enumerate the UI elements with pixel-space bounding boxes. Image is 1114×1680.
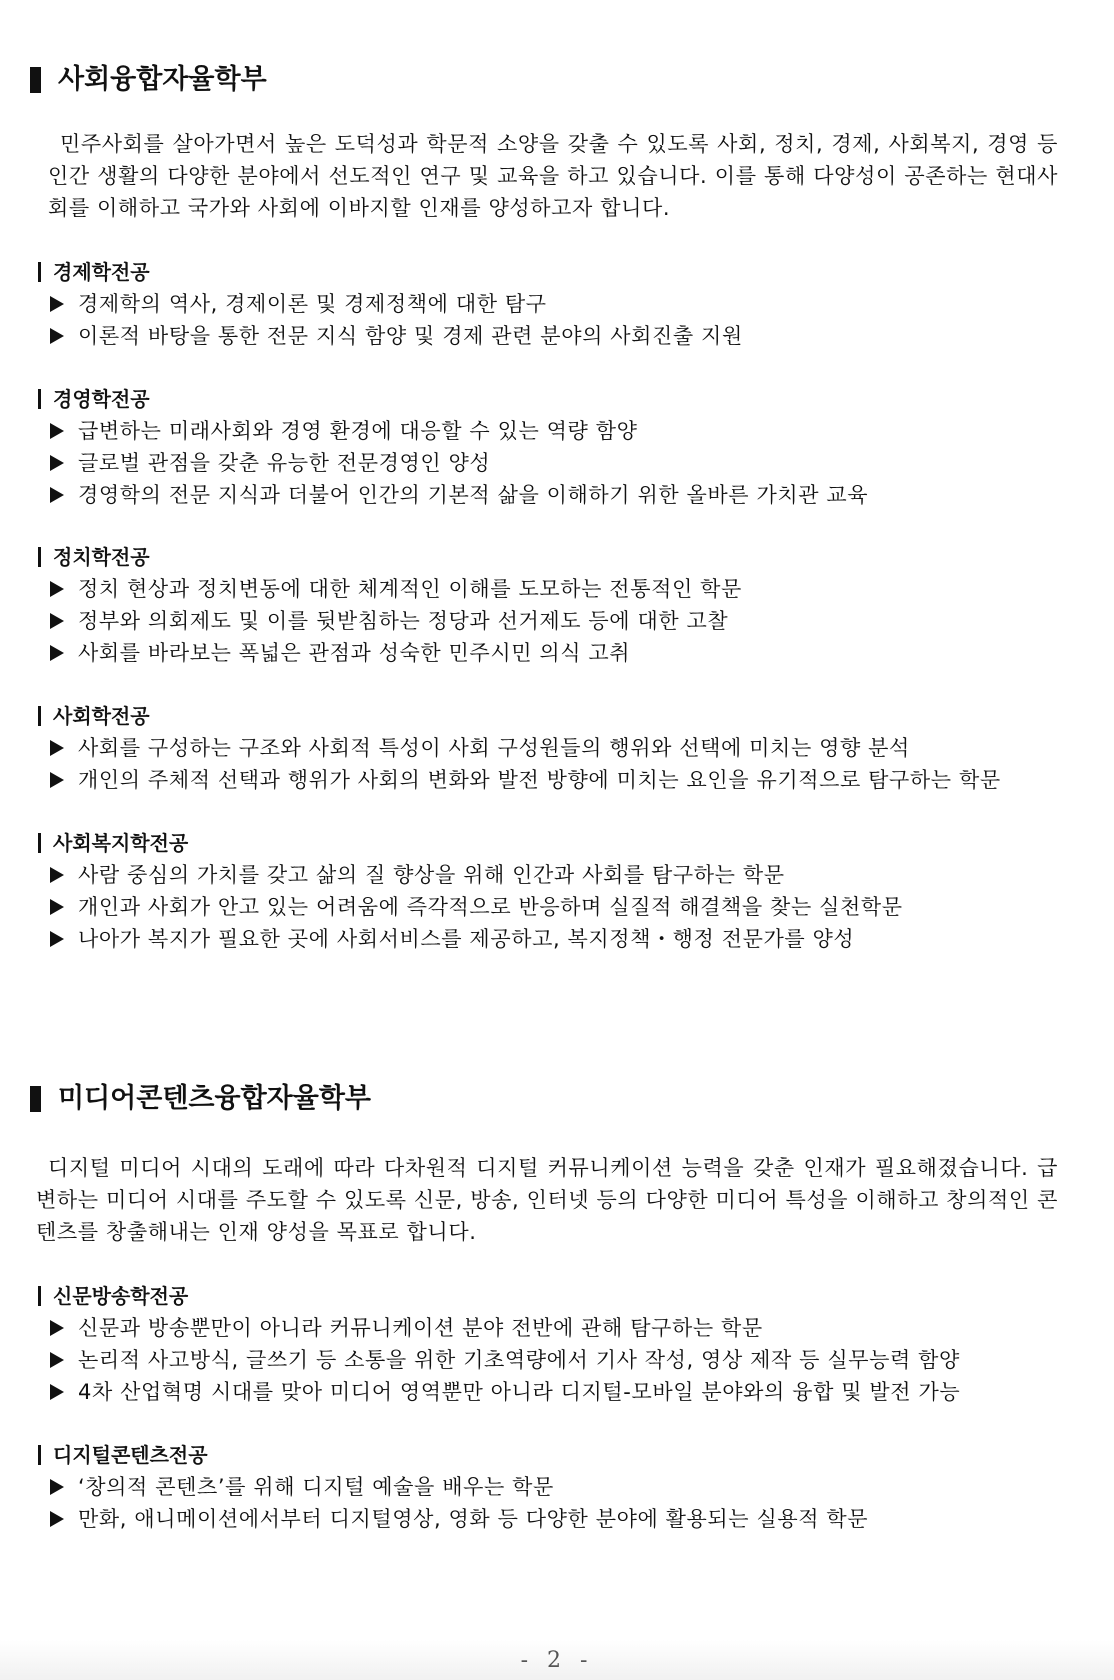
list-item	[38, 447, 1078, 479]
title-bar-icon	[30, 67, 41, 93]
major-political-science	[38, 541, 1078, 669]
major-heading	[38, 1280, 1078, 1312]
list-item-text: 신문과 방송뿐만이 아니라 커뮤니케이션 분야 전반에 관해 탐구하는 학문	[78, 1316, 763, 1340]
major-item-list	[38, 732, 1078, 796]
heading-bar-icon	[38, 1445, 41, 1465]
major-digital-content	[38, 1439, 1078, 1535]
major-name: 경제학전공	[53, 260, 150, 284]
major-sociology	[38, 700, 1078, 796]
major-heading	[38, 541, 1078, 573]
major-item-list	[38, 288, 1078, 352]
list-item-text: 글로벌 관점을 갖춘 유능한 전문경영인 양성	[78, 451, 491, 475]
triangle-bullet-icon	[50, 296, 64, 312]
list-item-text: 정치 현상과 정치변동에 대한 체계적인 이해를 도모하는 전통적인 학문	[78, 577, 742, 601]
list-item	[38, 605, 1078, 637]
major-item-list	[38, 415, 1078, 511]
major-heading	[38, 256, 1078, 288]
heading-bar-icon	[38, 547, 41, 567]
section-title-media	[30, 1079, 371, 1119]
list-item-text: 4차 산업혁명 시대를 맞아 미디어 영역뿐만 아니라 디지털-모바일 분야와의 융합 및 발전 가능	[78, 1380, 961, 1404]
list-item-text: 만화, 애니메이션에서부터 디지털영상, 영화 등 다양한 분야에 활용되는 실용적 학문	[78, 1507, 869, 1531]
list-item-text: ‘창의적 콘텐츠’를 위해 디지털 예술을 배우는 학문	[78, 1475, 554, 1499]
heading-bar-icon	[38, 706, 41, 726]
triangle-bullet-icon	[50, 328, 64, 344]
triangle-bullet-icon	[50, 613, 64, 629]
list-item	[38, 732, 1078, 764]
triangle-bullet-icon	[50, 740, 64, 756]
list-item-text: 개인과 사회가 안고 있는 어려움에 즉각적으로 반응하며 실질적 해결책을 찾는 실천학문	[78, 895, 903, 919]
major-item-list	[38, 1471, 1078, 1535]
major-name: 경영학전공	[53, 387, 150, 411]
list-item	[38, 573, 1078, 605]
list-item	[38, 1312, 1078, 1344]
list-item	[38, 320, 1078, 352]
triangle-bullet-icon	[50, 1352, 64, 1368]
triangle-bullet-icon	[50, 899, 64, 915]
triangle-bullet-icon	[50, 1511, 64, 1527]
list-item-text: 사회를 구성하는 구조와 사회적 특성이 사회 구성원들의 행위와 선택에 미치는 영향 분석	[78, 736, 910, 760]
section-intro-social: 민주사회를 살아가면서 높은 도덕성과 학문적 소양을 갖출 수 있도록 사회, 정치, 경제, 사회복지, 경영 등 인간 생활의 다양한 분야에서 선도적인 연구 및 교육을 하고 있습니다. 이를 통해 다양성이 공존하는 현대사회를 이해하고 국가와 사회에 이바지할 인재를 양성하고자 합니다.	[48, 132, 1058, 220]
major-name: 정치학전공	[53, 545, 150, 569]
triangle-bullet-icon	[50, 581, 64, 597]
major-heading	[38, 1439, 1078, 1471]
list-item	[38, 1471, 1078, 1503]
list-item	[38, 859, 1078, 891]
list-item-text: 이론적 바탕을 통한 전문 지식 함양 및 경제 관련 분야의 사회진출 지원	[78, 324, 743, 348]
list-item-text: 경영학의 전문 지식과 더불어 인간의 기본적 삶을 이해하기 위한 올바른 가치관 교육	[78, 483, 869, 507]
major-heading	[38, 383, 1078, 415]
list-item	[38, 479, 1078, 511]
list-item-text: 개인의 주체적 선택과 행위가 사회의 변화와 발전 방향에 미치는 요인을 유기적으로 탐구하는 학문	[78, 768, 1001, 792]
list-item	[38, 1503, 1078, 1535]
major-journalism	[38, 1280, 1078, 1408]
list-item	[38, 637, 1078, 669]
list-item	[38, 764, 1078, 796]
triangle-bullet-icon	[50, 1384, 64, 1400]
triangle-bullet-icon	[50, 645, 64, 661]
major-business	[38, 383, 1078, 511]
list-item-text: 사람 중심의 가치를 갖고 삶의 질 향상을 위해 인간과 사회를 탐구하는 학문	[78, 863, 785, 887]
section-title-text: 사회융합자율학부	[58, 64, 267, 95]
major-item-list	[38, 859, 1078, 955]
major-heading	[38, 827, 1078, 859]
triangle-bullet-icon	[50, 867, 64, 883]
heading-bar-icon	[38, 1286, 41, 1306]
major-name: 사회복지학전공	[53, 831, 189, 855]
list-item-text: 논리적 사고방식, 글쓰기 등 소통을 위한 기초역량에서 기사 작성, 영상 제작 등 실무능력 함양	[78, 1348, 960, 1372]
major-item-list	[38, 573, 1078, 669]
triangle-bullet-icon	[50, 487, 64, 503]
major-social-welfare	[38, 827, 1078, 955]
heading-bar-icon	[38, 262, 41, 282]
major-item-list	[38, 1312, 1078, 1408]
heading-bar-icon	[38, 389, 41, 409]
title-bar-icon	[30, 1086, 41, 1112]
list-item	[38, 415, 1078, 447]
major-name: 신문방송학전공	[53, 1284, 189, 1308]
major-heading	[38, 700, 1078, 732]
list-item	[38, 891, 1078, 923]
triangle-bullet-icon	[50, 772, 64, 788]
list-item-text: 나아가 복지가 필요한 곳에 사회서비스를 제공하고, 복지정책・행정 전문가를 양성	[78, 927, 855, 951]
heading-bar-icon	[38, 833, 41, 853]
triangle-bullet-icon	[50, 455, 64, 471]
list-item	[38, 1344, 1078, 1376]
major-name: 디지털콘텐츠전공	[53, 1443, 208, 1467]
list-item-text: 정부와 의회제도 및 이를 뒷받침하는 정당과 선거제도 등에 대한 고찰	[78, 609, 729, 633]
list-item-text: 급변하는 미래사회와 경영 환경에 대응할 수 있는 역량 함양	[78, 419, 638, 443]
list-item-text: 사회를 바라보는 폭넓은 관점과 성숙한 민주시민 의식 고취	[78, 641, 631, 665]
section-title-text: 미디어콘텐츠융합자율학부	[58, 1083, 371, 1114]
list-item-text: 경제학의 역사, 경제이론 및 경제정책에 대한 탐구	[78, 292, 547, 316]
major-economics	[38, 256, 1078, 352]
major-name: 사회학전공	[53, 704, 150, 728]
list-item	[38, 288, 1078, 320]
triangle-bullet-icon	[50, 1320, 64, 1336]
page-number: - 2 -	[520, 1648, 594, 1673]
list-item	[38, 923, 1078, 955]
section-intro-media: 디지털 미디어 시대의 도래에 따라 다차원적 디지털 커뮤니케이션 능력을 갖춘 인재가 필요해졌습니다. 급변하는 미디어 시대를 주도할 수 있도록 신문, 방송, 인터넷 등의 다양한 미디어 특성을 이해하고 창의적인 콘텐츠를 창출해내는 인재 양성을 목표로 합니다.	[36, 1156, 1058, 1244]
section-title-social	[30, 60, 267, 100]
triangle-bullet-icon	[50, 423, 64, 439]
list-item	[38, 1376, 1078, 1408]
triangle-bullet-icon	[50, 1479, 64, 1495]
triangle-bullet-icon	[50, 931, 64, 947]
